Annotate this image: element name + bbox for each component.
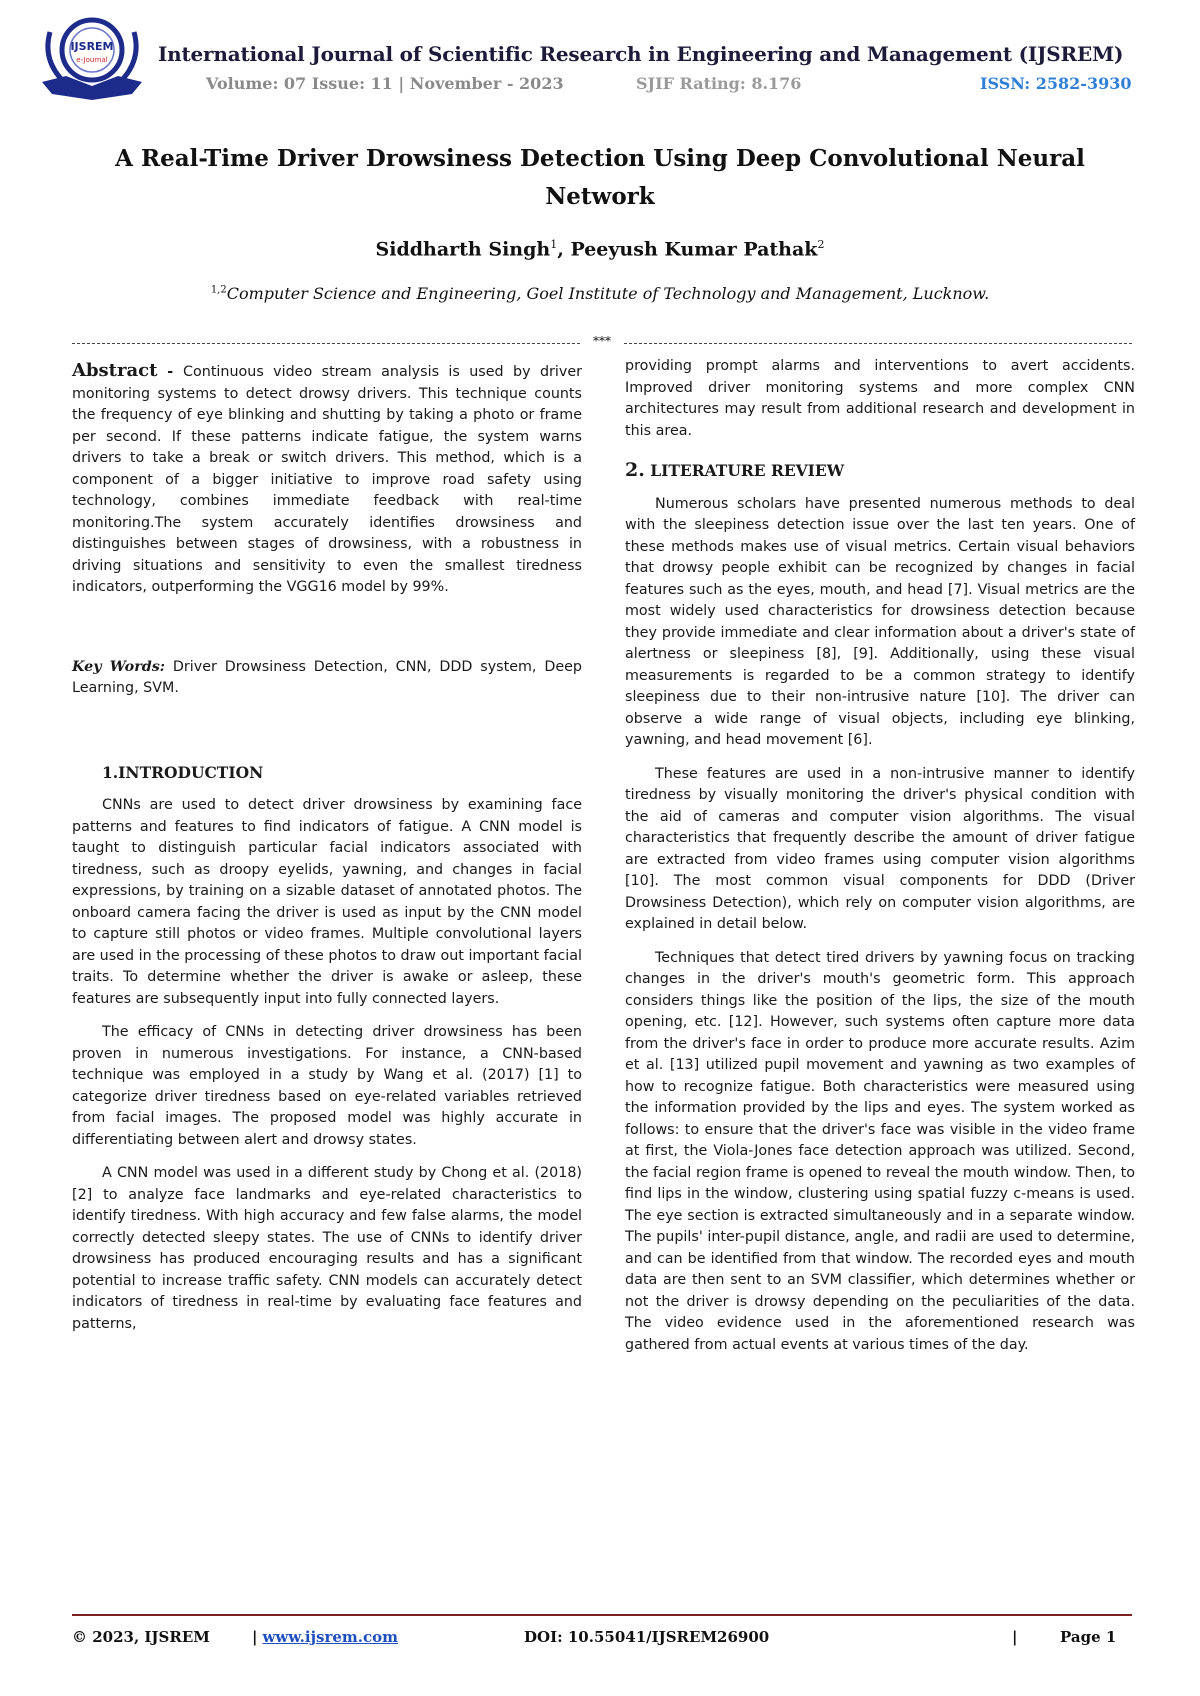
- footer-rule: [72, 1614, 1132, 1616]
- author-2-sup: 2: [817, 238, 825, 251]
- footer-pipe: |: [252, 1628, 258, 1646]
- left-column: [72, 360, 582, 1347]
- page-footer: [72, 1628, 1132, 1654]
- literature-heading: [625, 460, 1135, 482]
- affiliation-sup: 1,2: [210, 284, 227, 296]
- affiliation: [0, 284, 1200, 303]
- footer-pipe: |: [1012, 1628, 1018, 1646]
- right-column: [625, 356, 1135, 1368]
- page-number: Page 1: [1060, 1628, 1117, 1646]
- footer-doi: DOI: 10.55041/IJSREM26900: [524, 1628, 770, 1646]
- footer-site: [252, 1628, 398, 1646]
- literature-heading-text: LITERATURE REVIEW: [644, 461, 845, 480]
- separator-stars: ***: [582, 334, 622, 348]
- literature-paragraph: Techniques that detect tired drivers by yawning focus on tracking changes in the driver's mouth's geometric form. This approach considers things like the position of the lips, the size of the mouth opening, etc. [12]. However, such systems often capture more data from the driver's face in order to produce more accurate results. Azim et al. [13] utilized pupil movement and yawning as two examples of how to recognize fatigue. Both characteristics were measured using the information provided by the lips and eyes. The system worked as follows: to ensure that the driver's face was visible in the video frame at first, the Viola-Jones face detection approach was utilized. Second, the facial region frame is opened to reveal the mouth window. Then, to find lips in the window, clustering using spatial fuzzy c-means is used. The eye section is extracted simultaneously and in a separate window. The pupils' inter-pupil distance, angle, and radii are used to determine, and can be identified from that window. The recorded eyes and mouth data are then sent to an SVM classifier, which determines whether or not the driver is drowsy depending on the peculiarities of the data. The video evidence used in the aforementioned research was gathered from actual events at various times of the day.: [625, 949, 1135, 1353]
- separator-dash-right: [624, 343, 1132, 344]
- volume-info: Volume: 07 Issue: 11 | November - 2023: [206, 74, 564, 93]
- author-1-sup: 1: [550, 238, 558, 251]
- author-separator: ,: [557, 238, 571, 261]
- literature-paragraph: These features are used in a non-intrusive manner to identify tiredness by visually monitoring the driver's physical condition with the aid of cameras and computer vision algorithms. The visual characteristics that frequently describe the amount of driver fatigue are extracted from video frames using computer vision algorithms [10]. The most common visual components for DDD (Driver Drowsiness Detection), which rely on computer vision algorithms, are explained in detail below.: [625, 765, 1135, 932]
- website-link[interactable]: www.ijsrem.com: [262, 1628, 399, 1646]
- literature-number: 2.: [625, 459, 645, 481]
- intro-heading: 1.INTRODUCTION: [102, 762, 264, 782]
- affiliation-text: Computer Science and Engineering, Goel Institute of Technology and Management, Lucknow.: [226, 284, 990, 303]
- ijsrem-logo: [36, 12, 146, 104]
- authors: [0, 238, 1200, 260]
- abstract-dash: -: [157, 364, 184, 380]
- keywords-text: Driver Drowsiness Detection, CNN, DDD system, Deep Learning, SVM.: [72, 658, 582, 696]
- literature-paragraph: Numerous scholars have presented numerous methods to deal with the sleepiness detection issue over the last ten years. One of these methods makes use of visual metrics. Certain visual behaviors that drowsy people exhibit can be recognized by changes in facial features such as the eyes, mouth, and head [7]. Visual metrics are the most widely used characteristics for drowsiness detection because they provide immediate and clear information about a driver's state of alertness or sleepiness [8], [9]. Additionally, using these visual measurements is regarded to be a common strategy to identify sleepiness due to their non-intrusive nature [10]. The driver can observe a wide range of visual objects, including eye blinking, yawning, and head movement [6].: [625, 495, 1135, 748]
- journal-title: International Journal of Scientific Research in Engineering and Management (IJSREM): [158, 42, 1124, 66]
- intro-paragraph: A CNN model was used in a different study by Chong et al. (2018) [2] to analyze face landmarks and eye-related characteristics to identify tiredness. With high accuracy and few false alarms, the model correctly detected sleepy states. The use of CNNs to identify driver drowsiness has produced encouraging results and has a significant potential to increase traffic safety. CNN models can accurately detect indicators of tiredness in real-time by evaluating face features and patterns,: [72, 1165, 582, 1332]
- abstract-text: Continuous video stream analysis is used by driver monitoring systems to detect drowsy drivers. This technique counts the frequency of eye blinking and shutting by taking a photo or frame per second. If these patterns indicate fatigue, the system warns drivers to take a break or switch drivers. This method, which is a component of a bigger initiative to improve road safety using technology, combines immediate feedback with real-time monitoring.The system accurately identifies drowsiness and distinguishes between stages of drowsiness, with a robustness in driving situations and sensitivity to even the smallest tiredness indicators, outperforming the VGG16 model by 99%.: [72, 364, 583, 595]
- logo-subtext: e-Journal: [76, 56, 108, 64]
- keywords: [72, 657, 582, 700]
- keywords-label: Key Words:: [72, 658, 166, 675]
- footer-copyright: © 2023, IJSREM: [72, 1628, 210, 1646]
- intro-paragraph: CNNs are used to detect driver drowsiness by examining face patterns and features to find indicators of fatigue. A CNN model is taught to distinguish particular facial indicators associated with tiredness, such as droopy eyelids, yawning, and changes in facial expressions, by training on a sizable dataset of annotated photos. The onboard camera facing the driver is used as input by the CNN model to capture still photos or video frames. Multiple convolutional layers are used in the processing of these photos to draw out important facial traits. To determine whether the driver is awake or asleep, these features are subsequently input into fully connected layers.: [72, 797, 582, 1007]
- author-1: Siddharth Singh: [375, 238, 551, 261]
- separator-dash-left: [72, 343, 580, 344]
- sjif-rating: SJIF Rating: 8.176: [636, 74, 802, 93]
- issn: ISSN: 2582-3930: [980, 74, 1132, 93]
- paper-title: A Real-Time Driver Drowsiness Detection Using Deep Convolutional Neural Network: [115, 145, 1085, 210]
- journal-header: [36, 12, 1166, 104]
- intro-paragraph: The efficacy of CNNs in detecting driver drowsiness has been proven in numerous investigations. For instance, a CNN-based technique was employed in a study by Wang et al. (2017) [1] to categorize driver tiredness based on eye-related variables retrieved from facial images. The proposed model was highly accurate in differentiating between alert and drowsy states.: [72, 1024, 582, 1148]
- logo-text: IJSREM: [70, 40, 114, 53]
- continuation-paragraph: providing prompt alarms and interventions to avert accidents. Improved driver monitoring systems and more complex CNN architectures may result from additional research and development in this area.: [625, 358, 1135, 439]
- author-2: Peeyush Kumar Pathak: [570, 238, 818, 261]
- abstract: [72, 360, 582, 599]
- section-separator: [72, 336, 1132, 350]
- abstract-heading: Abstract: [72, 360, 158, 381]
